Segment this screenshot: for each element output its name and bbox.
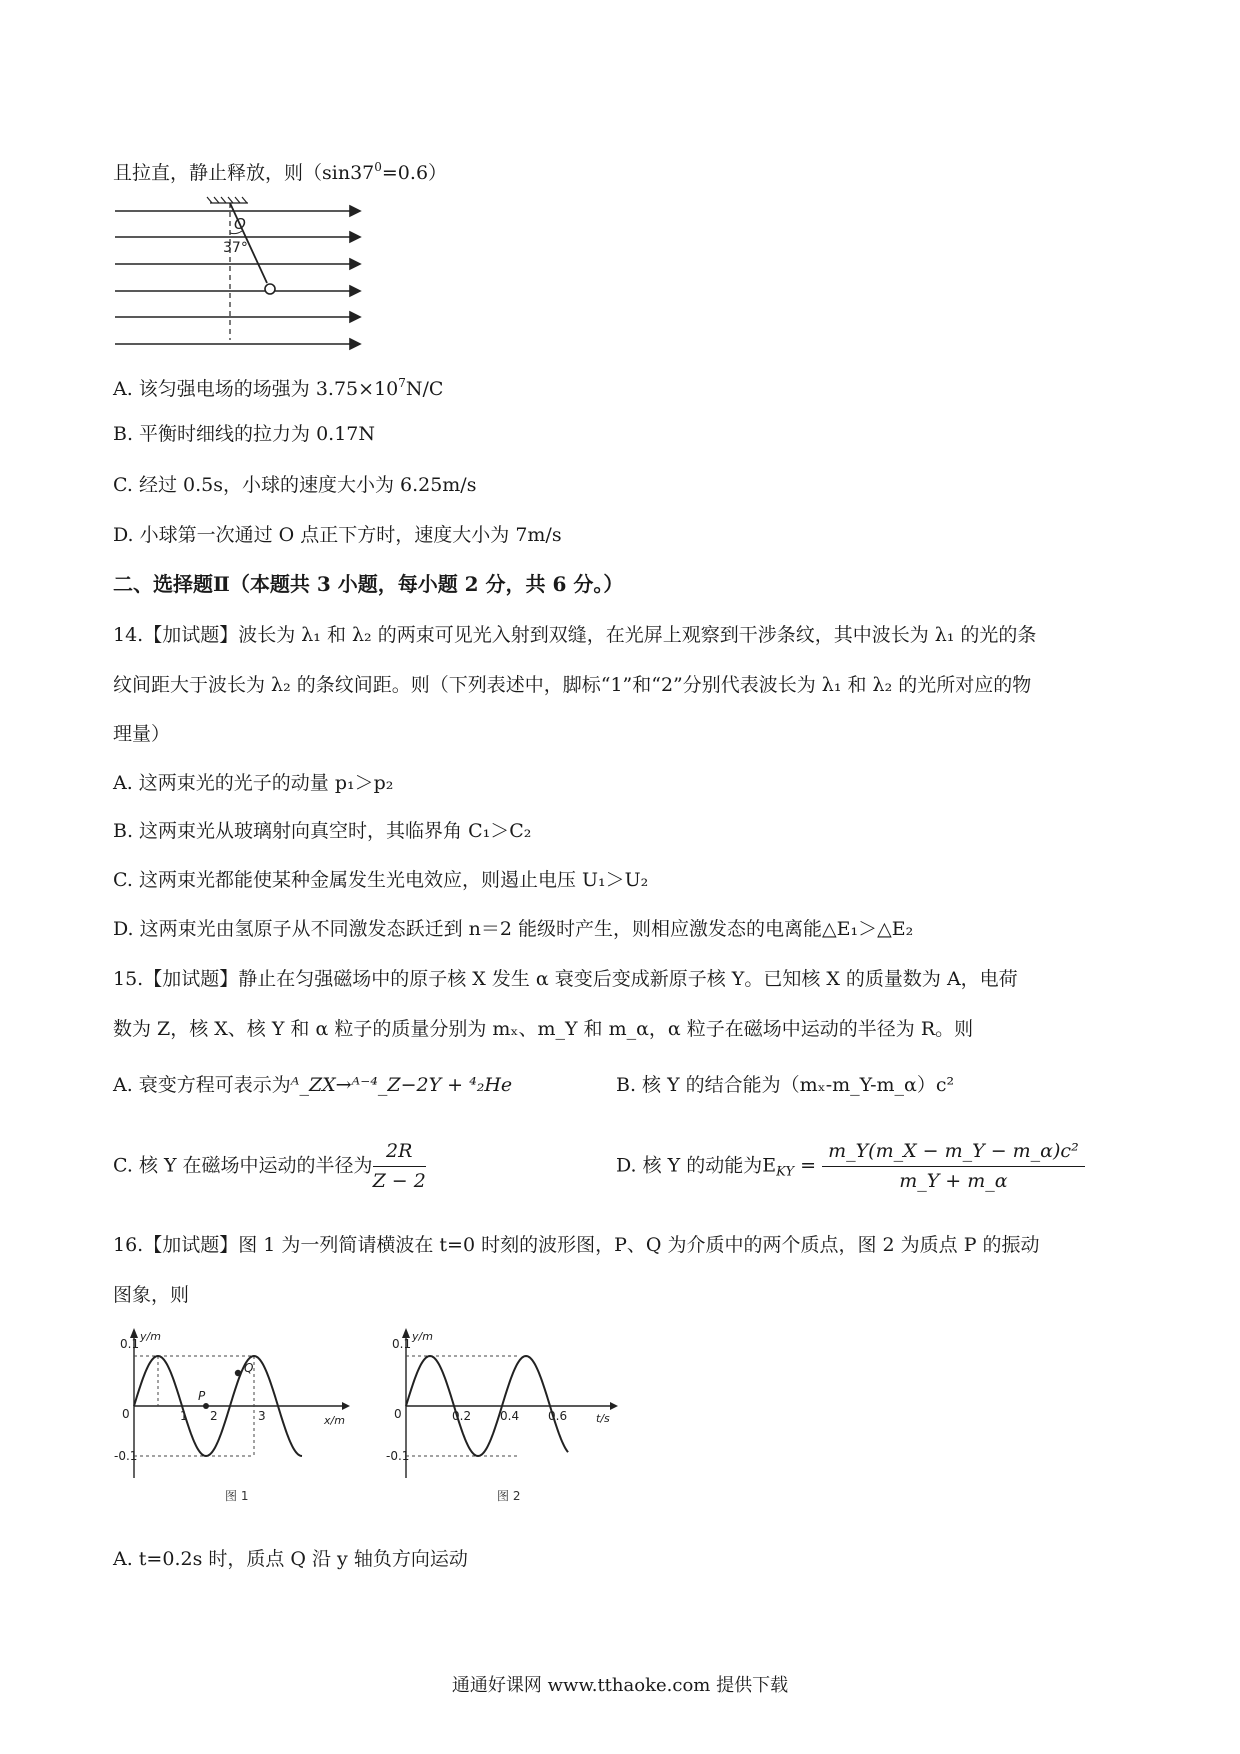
q14-option-c: C. 这两束光都能使某种金属发生光电效应，则遏止电压 U₁＞U₂	[113, 869, 649, 891]
q14-line-2: 纹间距大于波长为 λ₂ 的条纹间距。则（下列表述中，脚标“1”和“2”分别代表波长为 λ₁ 和 λ₂ 的光所对应的物	[113, 674, 1032, 696]
pendulum-field-figure	[110, 195, 360, 345]
x-axis-arrow	[342, 1402, 350, 1410]
q13-option-c: C. 经过 0.5s，小球的速度大小为 6.25m/s	[113, 474, 477, 496]
x-axis-label: x/m	[324, 1414, 345, 1427]
section-title: 二、选择题Ⅱ（本题共 3 小题，每小题 2 分，共 6 分。）	[113, 572, 624, 596]
pendulum-ball	[265, 284, 275, 294]
vibration-graph-figure-2	[382, 1328, 622, 1503]
y-axis-label: y/m	[412, 1330, 433, 1343]
x-tick-2: 2	[210, 1409, 218, 1423]
y-min-label: -0.1	[114, 1449, 138, 1463]
y-max-label: 0.1	[392, 1337, 412, 1351]
origin-label: 0	[394, 1407, 402, 1421]
kinetic-energy-fraction: $\frac{\text{m\_Y(m\_X − m\_Y − m\_α)c²}}{m\_Y + m\_\alpha}$	[822, 1140, 1085, 1193]
t-tick-1: 0.2	[452, 1409, 472, 1423]
ceiling-hatch	[207, 197, 248, 203]
point-q-marker	[235, 1370, 241, 1376]
y-min-label: -0.1	[386, 1449, 410, 1463]
q15-option-d: D. 核 Y 的动能为$E_{KY}$ = $\frac{\text{m\_Y(m\_X − m\_Y − m\_α)c²}}{m\_Y + m\_\alpha}$	[616, 1140, 1085, 1193]
label-angle: 37°	[223, 240, 248, 256]
q16-line-2: 图象，则	[113, 1284, 190, 1306]
intro-line: 且拉直，静止释放，则$(\sin 37^0=0.6)$	[113, 160, 448, 184]
q15-option-a: A. 衰变方程可表示为ᴬ_ZX→ᴬ⁻⁴_Z−2Y + ⁴₂He	[113, 1074, 513, 1096]
point-p-marker	[203, 1403, 209, 1409]
q13-option-b: B. 平衡时细线的拉力为 0.17N	[113, 423, 376, 445]
x-axis-arrow	[610, 1402, 618, 1410]
q14-option-a: A. 这两束光的光子的动量 p₁＞p₂	[113, 772, 394, 794]
y-max-label: 0.1	[120, 1337, 140, 1351]
figure-2-caption: 图 2	[497, 1489, 521, 1503]
q15-option-c: C. 核 Y 在磁场中运动的半径为 $\frac{2R}{Z - 2}$	[113, 1140, 426, 1192]
q14-line-1: 14.【加试题】波长为 λ₁ 和 λ₂ 的两束可见光入射到双缝，在光屏上观察到干涉条纹，其中波长为 λ₁ 的光的条	[113, 624, 1037, 646]
point-q-label: Q	[244, 1361, 254, 1375]
origin-label: 0	[122, 1407, 130, 1421]
q13-option-a: A. 该匀强电场的场强为 $3.75\times 10^7N/C$	[113, 376, 444, 400]
x-axis-label: t/s	[596, 1412, 610, 1425]
label-o: O	[234, 215, 246, 233]
q15-line-2: 数为 Z，核 X、核 Y 和 α 粒子的质量分别为 mₓ、m_Y 和 m_α，α 粒子在磁场中运动的半径为 R。则	[113, 1018, 974, 1040]
point-p-label: P	[198, 1389, 206, 1403]
x-tick-1: 1	[180, 1409, 188, 1423]
q14-option-b: B. 这两束光从玻璃射向真空时，其临界角 C₁＞C₂	[113, 820, 532, 842]
figure-1-caption: 图 1	[225, 1489, 249, 1503]
q14-line-3: 理量）	[113, 723, 171, 745]
q16-line-1: 16.【加试题】图 1 为一列简请横波在 t=0 时刻的波形图，P、Q 为介质中的两个质点，图 2 为质点 P 的振动	[113, 1234, 1040, 1256]
decay-equation: ᴬ_ZX→ᴬ⁻⁴_Z−2Y + ⁴₂He	[290, 1074, 513, 1096]
t-tick-3: 0.6	[548, 1409, 568, 1423]
t-tick-2: 0.4	[500, 1409, 520, 1423]
q13-option-d: D. 小球第一次通过 O 点正下方时，速度大小为 7m/s	[113, 524, 562, 546]
q15-option-b: B. 核 Y 的结合能为（mₓ-m_Y-m_α）c²	[616, 1074, 955, 1096]
page-footer: 通通好课网 www.tthaoke.com 提供下载	[451, 1675, 789, 1696]
y-axis-label: y/m	[140, 1330, 161, 1343]
q15-line-1: 15.【加试题】静止在匀强磁场中的原子核 X 发生 α 衰变后变成新原子核 Y。已知核 X 的质量数为 A，电荷	[113, 968, 1018, 990]
q16-option-a: A. t=0.2s 时，质点 Q 沿 y 轴负方向运动	[113, 1548, 468, 1570]
q14-option-d: D. 这两束光由氢原子从不同激发态跃迁到 n＝2 能级时产生，则相应激发态的电离能△E₁＞△E₂	[113, 918, 914, 940]
wave-graph-figure-1	[110, 1328, 350, 1503]
radius-fraction: $\frac{2R}{Z - 2}$	[372, 1140, 426, 1192]
x-tick-3: 3	[258, 1409, 266, 1423]
